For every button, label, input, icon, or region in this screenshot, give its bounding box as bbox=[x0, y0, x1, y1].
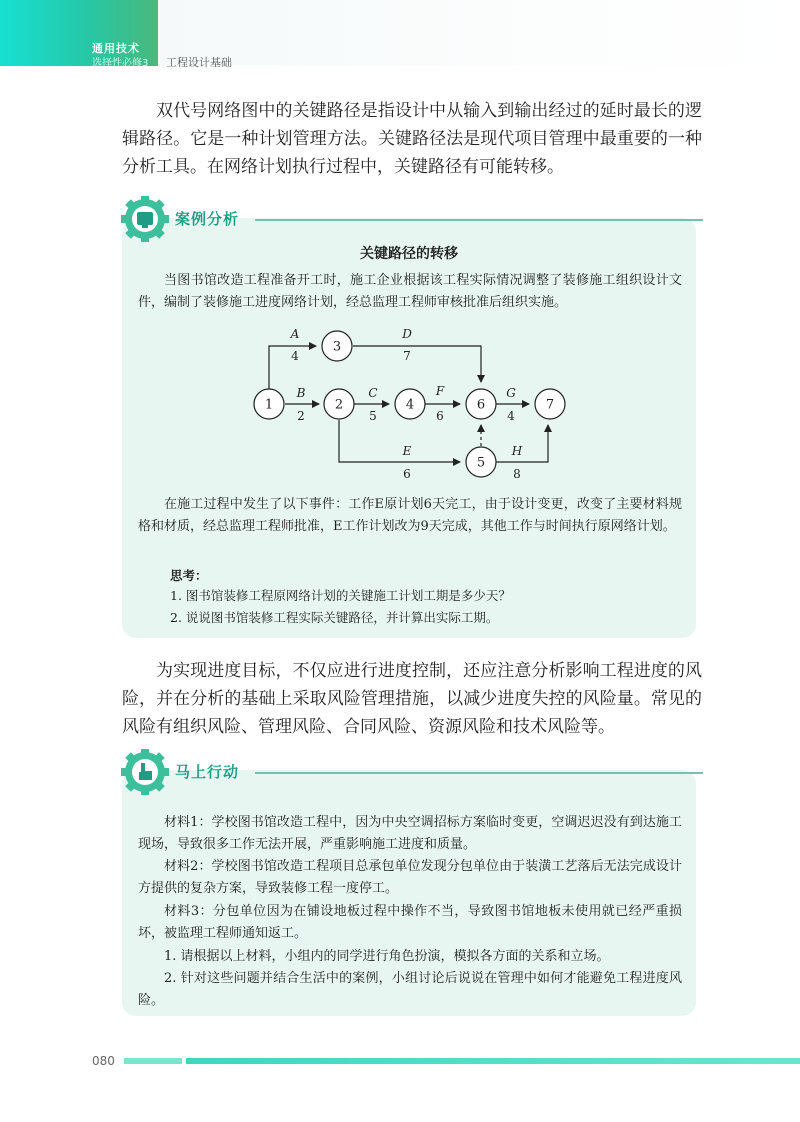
activity-dur-b: 2 bbox=[297, 409, 305, 423]
activity-name-g: G bbox=[506, 386, 516, 400]
activity-dur-f: 6 bbox=[436, 409, 444, 423]
activity-dur-g: 4 bbox=[507, 409, 515, 423]
node-label-4: 4 bbox=[405, 397, 415, 413]
activity-name-a: A bbox=[290, 327, 300, 341]
activity-name-h: H bbox=[511, 444, 523, 458]
case-title: 关键路径的转移 bbox=[360, 246, 458, 262]
task-1: 1. 请根据以上材料，小组内的同学进行角色扮演，模拟各方面的关系和立场。 bbox=[164, 949, 610, 964]
intro-paragraph: 双代号网络图中的关键路径是指设计中从输入到输出经过的延时最长的逻辑路径。它是一种计划管理方法。关键路径法是现代项目管理中最重要的一种分析工具。在网络计划执行过程中，关键路径有可能转移。 bbox=[122, 101, 702, 177]
node-label-3: 3 bbox=[332, 339, 342, 355]
activity-name-d: D bbox=[402, 327, 412, 341]
hand-gear-icon bbox=[117, 749, 175, 795]
activity-name-b: B bbox=[296, 386, 306, 400]
case-paragraph-2: 在施工过程中发生了以下事件：工作E原计划6天完工，由于设计变更，改变了主要材料规格和材质，经总监理工程师批准，E工作计划改为9天完成，其他工作与时间执行原网络计划。 bbox=[138, 497, 682, 534]
node-label-1: 1 bbox=[264, 397, 274, 413]
heading-rule bbox=[255, 772, 703, 774]
activity-name-f: F bbox=[435, 384, 445, 398]
footer-bar-long bbox=[186, 1058, 800, 1064]
activity-dur-c: 5 bbox=[369, 409, 377, 423]
edge-d bbox=[353, 346, 481, 382]
activity-name-c: C bbox=[368, 386, 378, 400]
book-subtitle: 选择性必修3 bbox=[92, 58, 149, 69]
question-2: 2. 说说图书馆装修工程实际关键路径，并计算出实际工期。 bbox=[170, 610, 499, 625]
case-paragraph-1: 当图书馆改造工程准备开工时，施工企业根据该工程实际情况调整了装修施工组织设计文件，编制了装修施工进度网络计划，经总监理工程师审核批准后组织实施。 bbox=[138, 273, 682, 310]
material-2: 材料2：学校图书馆改造工程项目总承包单位发现分包单位由于装潢工艺落后无法完成设计方提供的复杂方案，导致装修工程一度停工。 bbox=[138, 859, 682, 896]
edge-e bbox=[339, 420, 460, 462]
activity-dur-e: 6 bbox=[403, 467, 411, 481]
material-1: 材料1：学校图书馆改造工程中，因为中央空调招标方案临时变更，空调迟迟没有到达施工现场，导致很多工作无法开展，严重影响施工进度和质量。 bbox=[138, 815, 682, 852]
node-label-6: 6 bbox=[476, 397, 486, 413]
chapter-title: 工程设计基础 bbox=[166, 56, 232, 69]
book-title: 通用技术 bbox=[92, 42, 140, 55]
think-label: 思考： bbox=[170, 568, 208, 583]
activity-dur-a: 4 bbox=[291, 349, 299, 363]
node-label-5: 5 bbox=[476, 455, 486, 471]
action-heading bbox=[117, 749, 703, 795]
middle-paragraph: 为实现进度目标，不仅应进行进度控制，还应注意分析影响工程进度的风险，并在分析的基础上采取风险管理措施，以减少进度失控的风险量。常见的风险有组织风险、管理风险、合同风险、资源风险和技术风险等。 bbox=[122, 661, 702, 737]
page-number: 080 bbox=[92, 1054, 115, 1068]
case-analysis-label: 案例分析 bbox=[175, 210, 240, 228]
node-label-7: 7 bbox=[545, 397, 555, 413]
task-2: 2. 针对这些问题并结合生活中的案例，小组讨论后说说在管理中如何才能避免工程进度风险。 bbox=[138, 971, 682, 1008]
material-3: 材料3：分包单位因为在铺设地板过程中操作不当，导致图书馆地板未使用就已经严重损坏，被监理工程师通知返工。 bbox=[138, 904, 682, 941]
footer-bar-short bbox=[124, 1058, 182, 1064]
action-label: 马上行动 bbox=[175, 763, 240, 781]
node-label-2: 2 bbox=[334, 397, 344, 413]
activity-dur-d: 7 bbox=[403, 349, 411, 363]
question-1: 1. 图书馆装修工程原网络计划的关键施工计划工期是多少天？ bbox=[170, 588, 511, 603]
activity-name-e: E bbox=[402, 444, 412, 458]
activity-dur-h: 8 bbox=[513, 467, 521, 481]
